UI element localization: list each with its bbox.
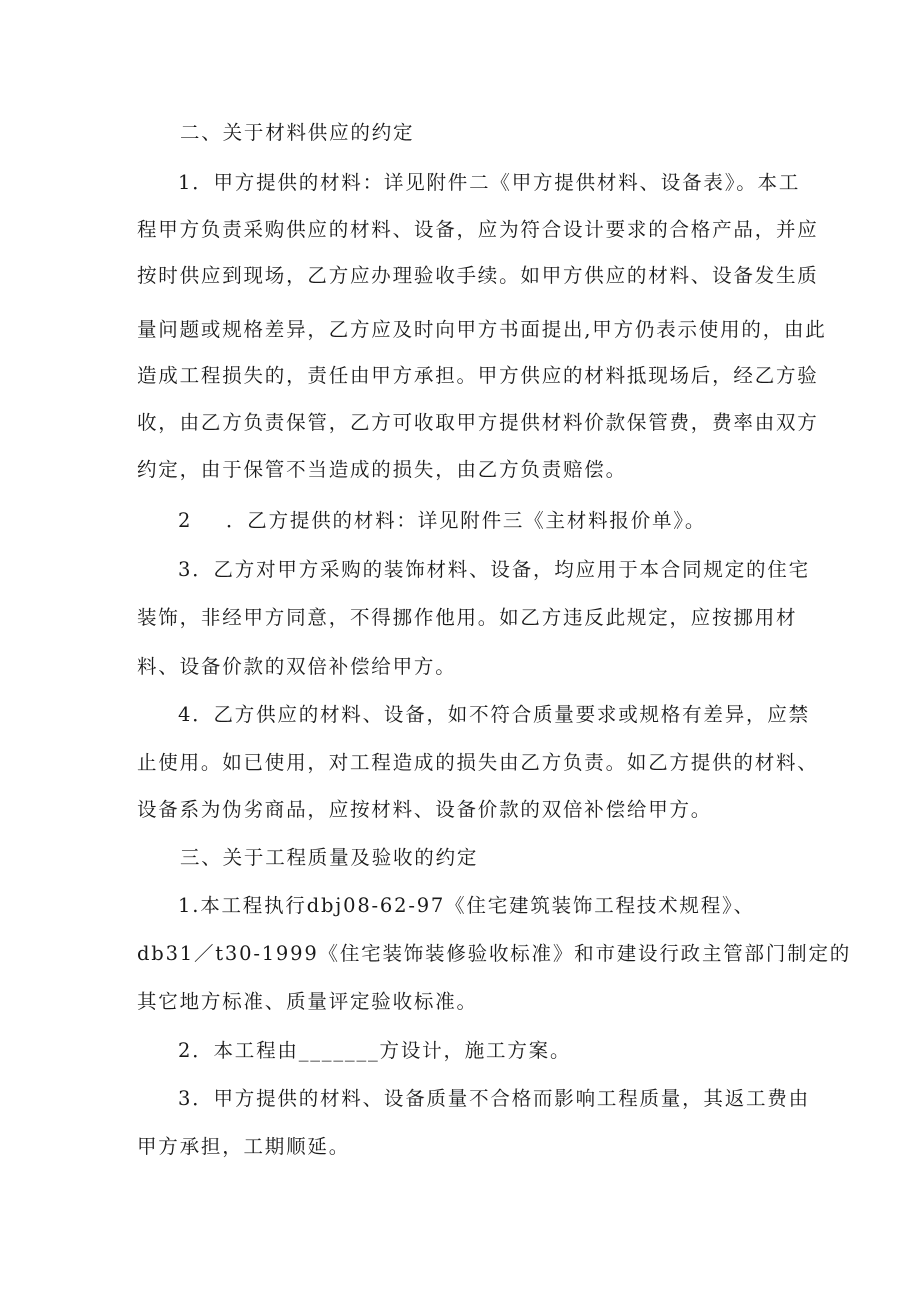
paragraph-line: 收，由乙方负责保管，乙方可收取甲方提供材料价款保管费，费率由双方 [137, 411, 819, 434]
paragraph-line: 3．乙方对甲方采购的装饰材料、设备，均应用于本合同规定的住宅 [178, 558, 810, 581]
paragraph-line: 约定，由于保管不当造成的损失，由乙方负责赔偿。 [137, 458, 627, 481]
paragraph-line: 造成工程损失的，责任由甲方承担。甲方供应的材料抵现场后，经乙方验 [137, 364, 819, 387]
paragraph-line: 其它地方标准、质量评定验收标准。 [137, 990, 478, 1013]
paragraph-line: 1.本工程执行dbj08-62-97《住宅建筑装饰工程技术规程》、 [178, 894, 755, 917]
section-heading-materials: 二、关于材料供应的约定 [180, 121, 415, 144]
paragraph-line: 程甲方负责采购供应的材料、设备，应为符合设计要求的合格产品，并应 [137, 218, 819, 241]
paragraph-line: 量问题或规格差异，乙方应及时向甲方书面提出,甲方仍表示使用的，由此 [137, 318, 827, 341]
paragraph-line: 设备系为伪劣商品，应按材料、设备价款的双倍补偿给甲方。 [137, 798, 713, 821]
paragraph-line: 3．甲方提供的材料、设备质量不合格而影响工程质量，其返工费由 [178, 1087, 810, 1110]
paragraph-line: db31／t30-1999《住宅装饰装修验收标准》和市建设行政主管部门制定的 [137, 942, 852, 965]
paragraph-line: 料、设备价款的双倍补偿给甲方。 [137, 655, 457, 678]
paragraph-line: 2．本工程由_______方设计，施工方案。 [178, 1039, 572, 1062]
item-number: 2 [178, 509, 193, 532]
paragraph-line: 止使用。如已使用，对工程造成的损失由乙方负责。如乙方提供的材料、 [137, 751, 819, 774]
section-heading-quality: 三、关于工程质量及验收的约定 [180, 846, 479, 869]
paragraph-line: 甲方承担，工期顺延。 [137, 1135, 351, 1158]
paragraph-line: 4．乙方供应的材料、设备，如不符合质量要求或规格有差异，应禁 [178, 703, 810, 726]
paragraph-line: 按时供应到现场，乙方应办理验收手续。如甲方供应的材料、设备发生质 [137, 264, 819, 287]
paragraph-line: 装饰，非经甲方同意，不得挪作他用。如乙方违反此规定，应按挪用材 [137, 606, 798, 629]
paragraph-line: 1．甲方提供的材料：详见附件二《甲方提供材料、设备表》。本工 [178, 171, 801, 194]
paragraph-line: ．乙方提供的材料：详见附件三《主材料报价单》。 [226, 509, 707, 532]
